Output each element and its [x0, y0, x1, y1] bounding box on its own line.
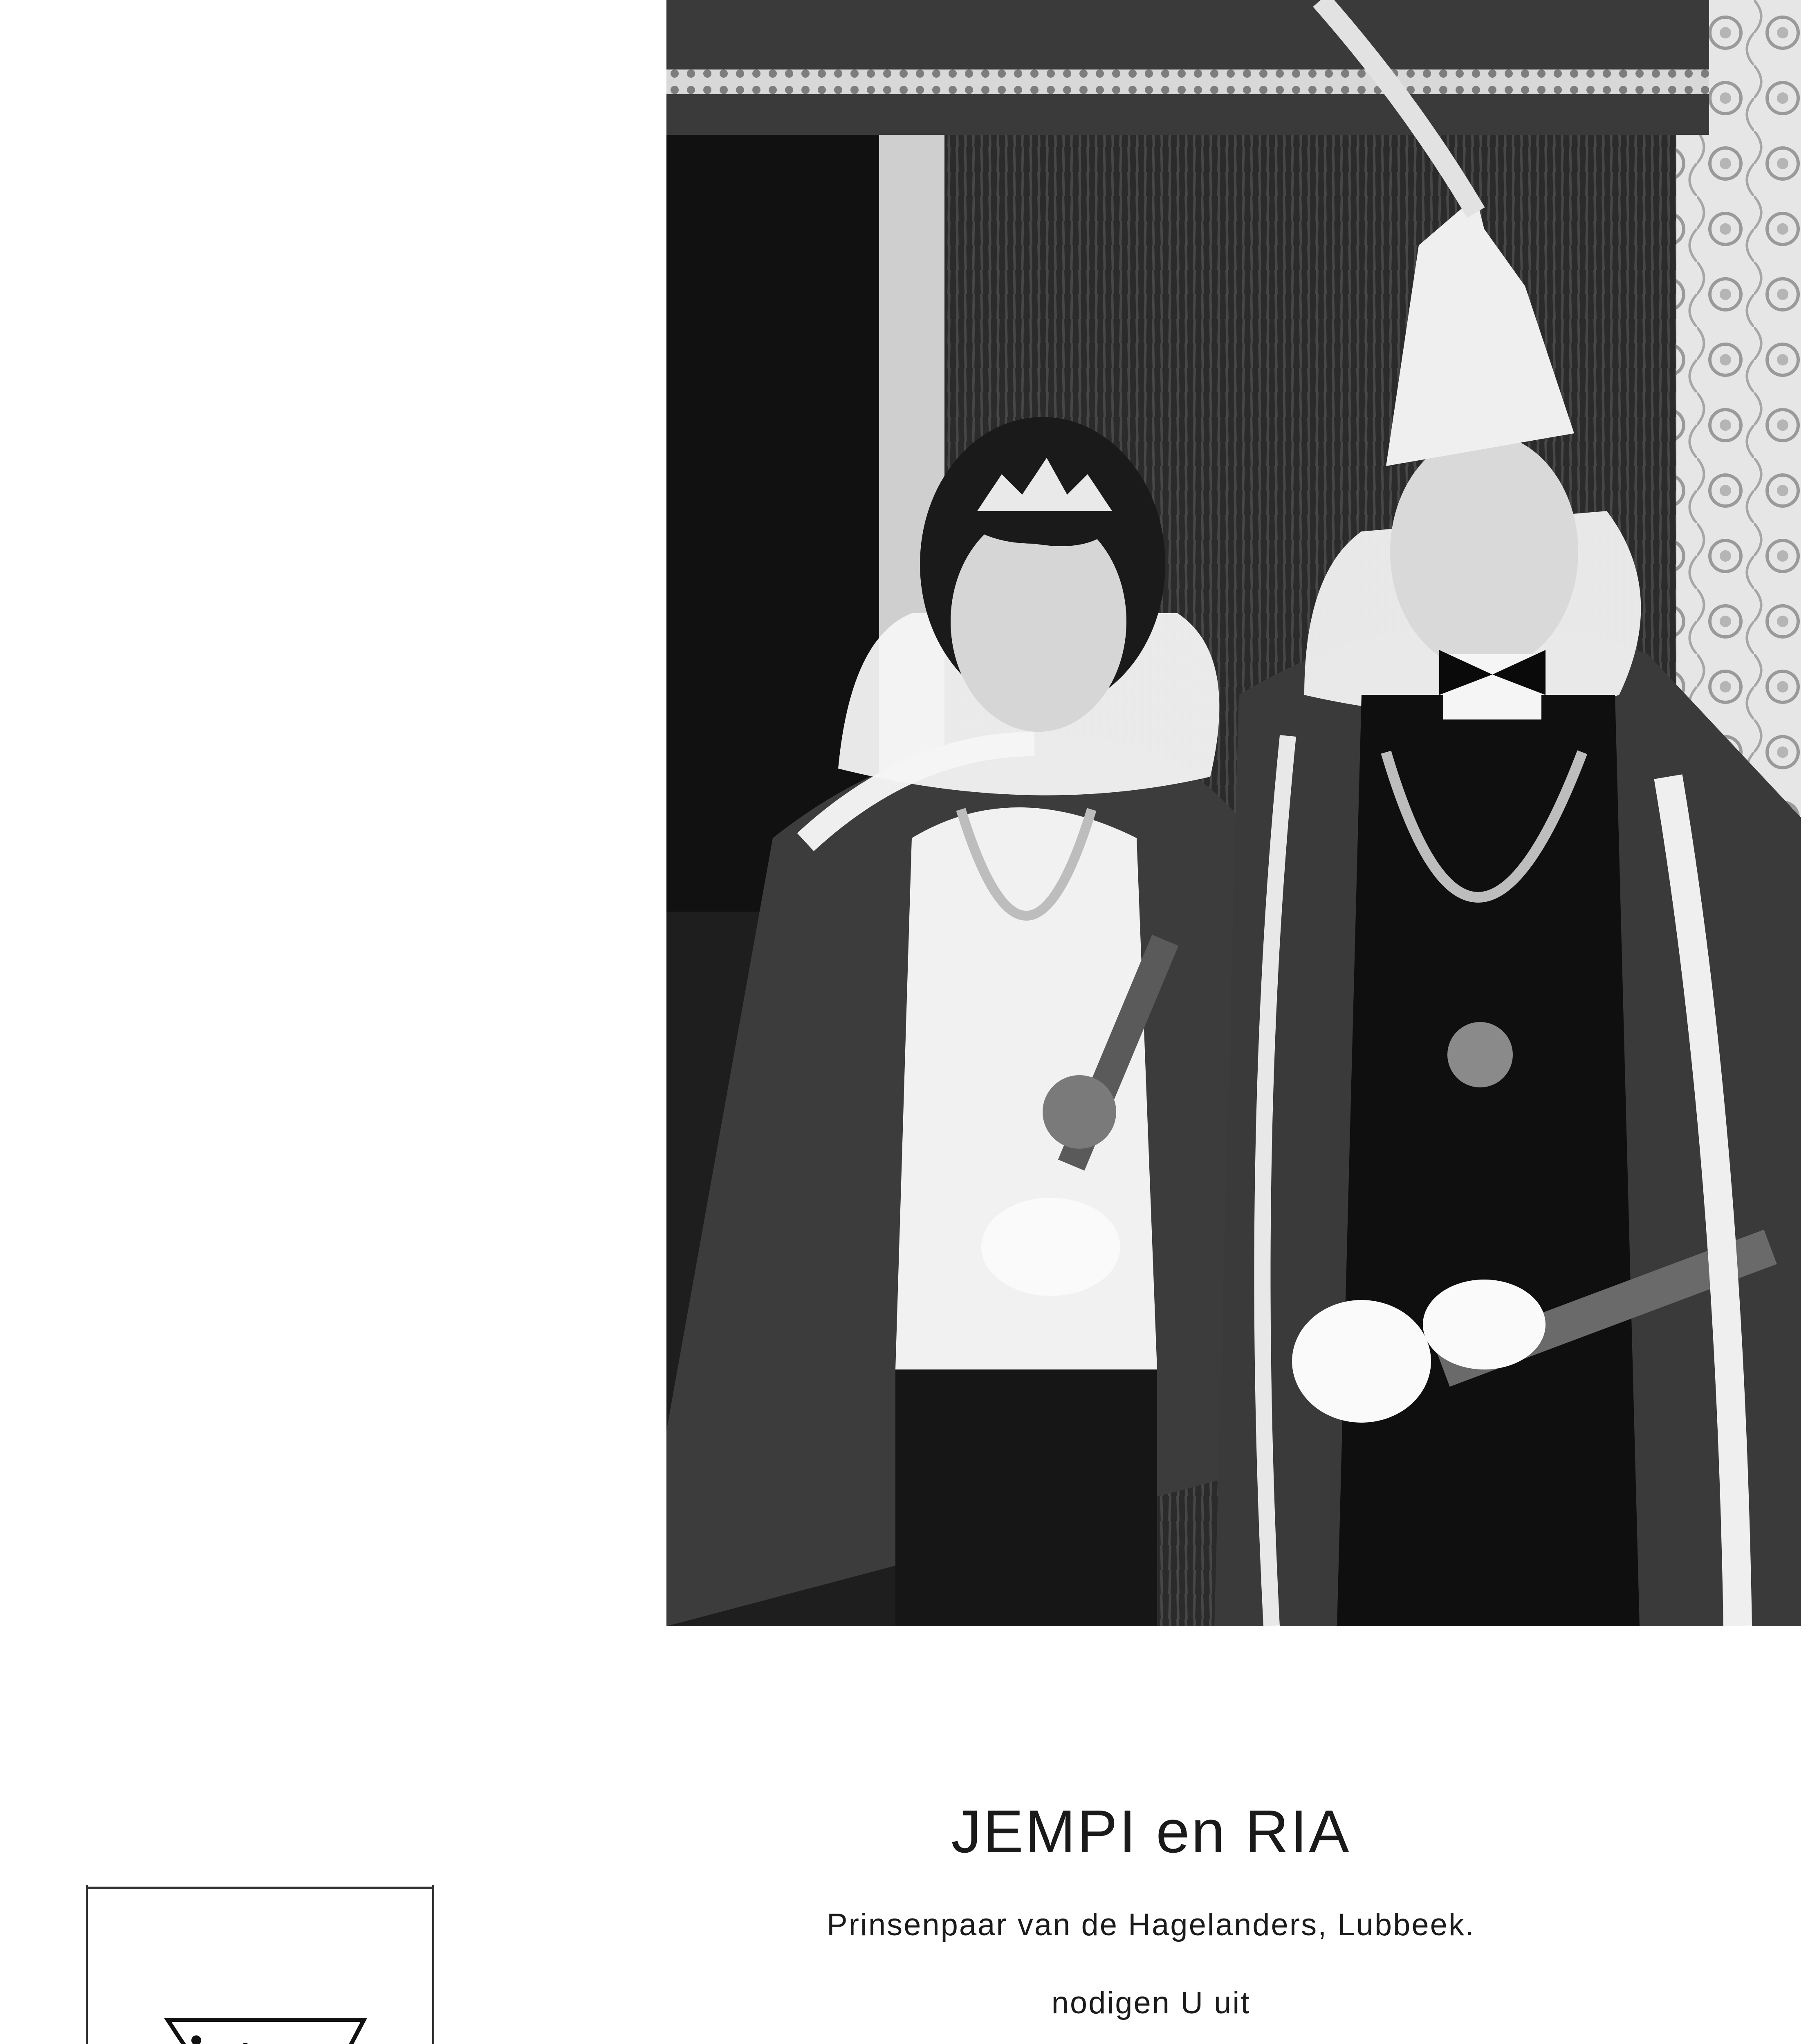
carnival-prince-couple-photo-icon	[666, 0, 1801, 1626]
invitation-text	[621, 1799, 1680, 2044]
couple-title: JEMPI en RIA	[951, 1798, 1351, 1865]
cocktail-frame	[86, 1887, 434, 2044]
cocktail-glass-icon	[159, 2004, 372, 2044]
couple-subtitle: Prinsenpaar van de Hagelanders, Lubbeek.	[826, 1907, 1476, 1942]
invitation-phrase: nodigen U uit	[1051, 1985, 1251, 2020]
couple-photo	[666, 0, 1801, 1626]
